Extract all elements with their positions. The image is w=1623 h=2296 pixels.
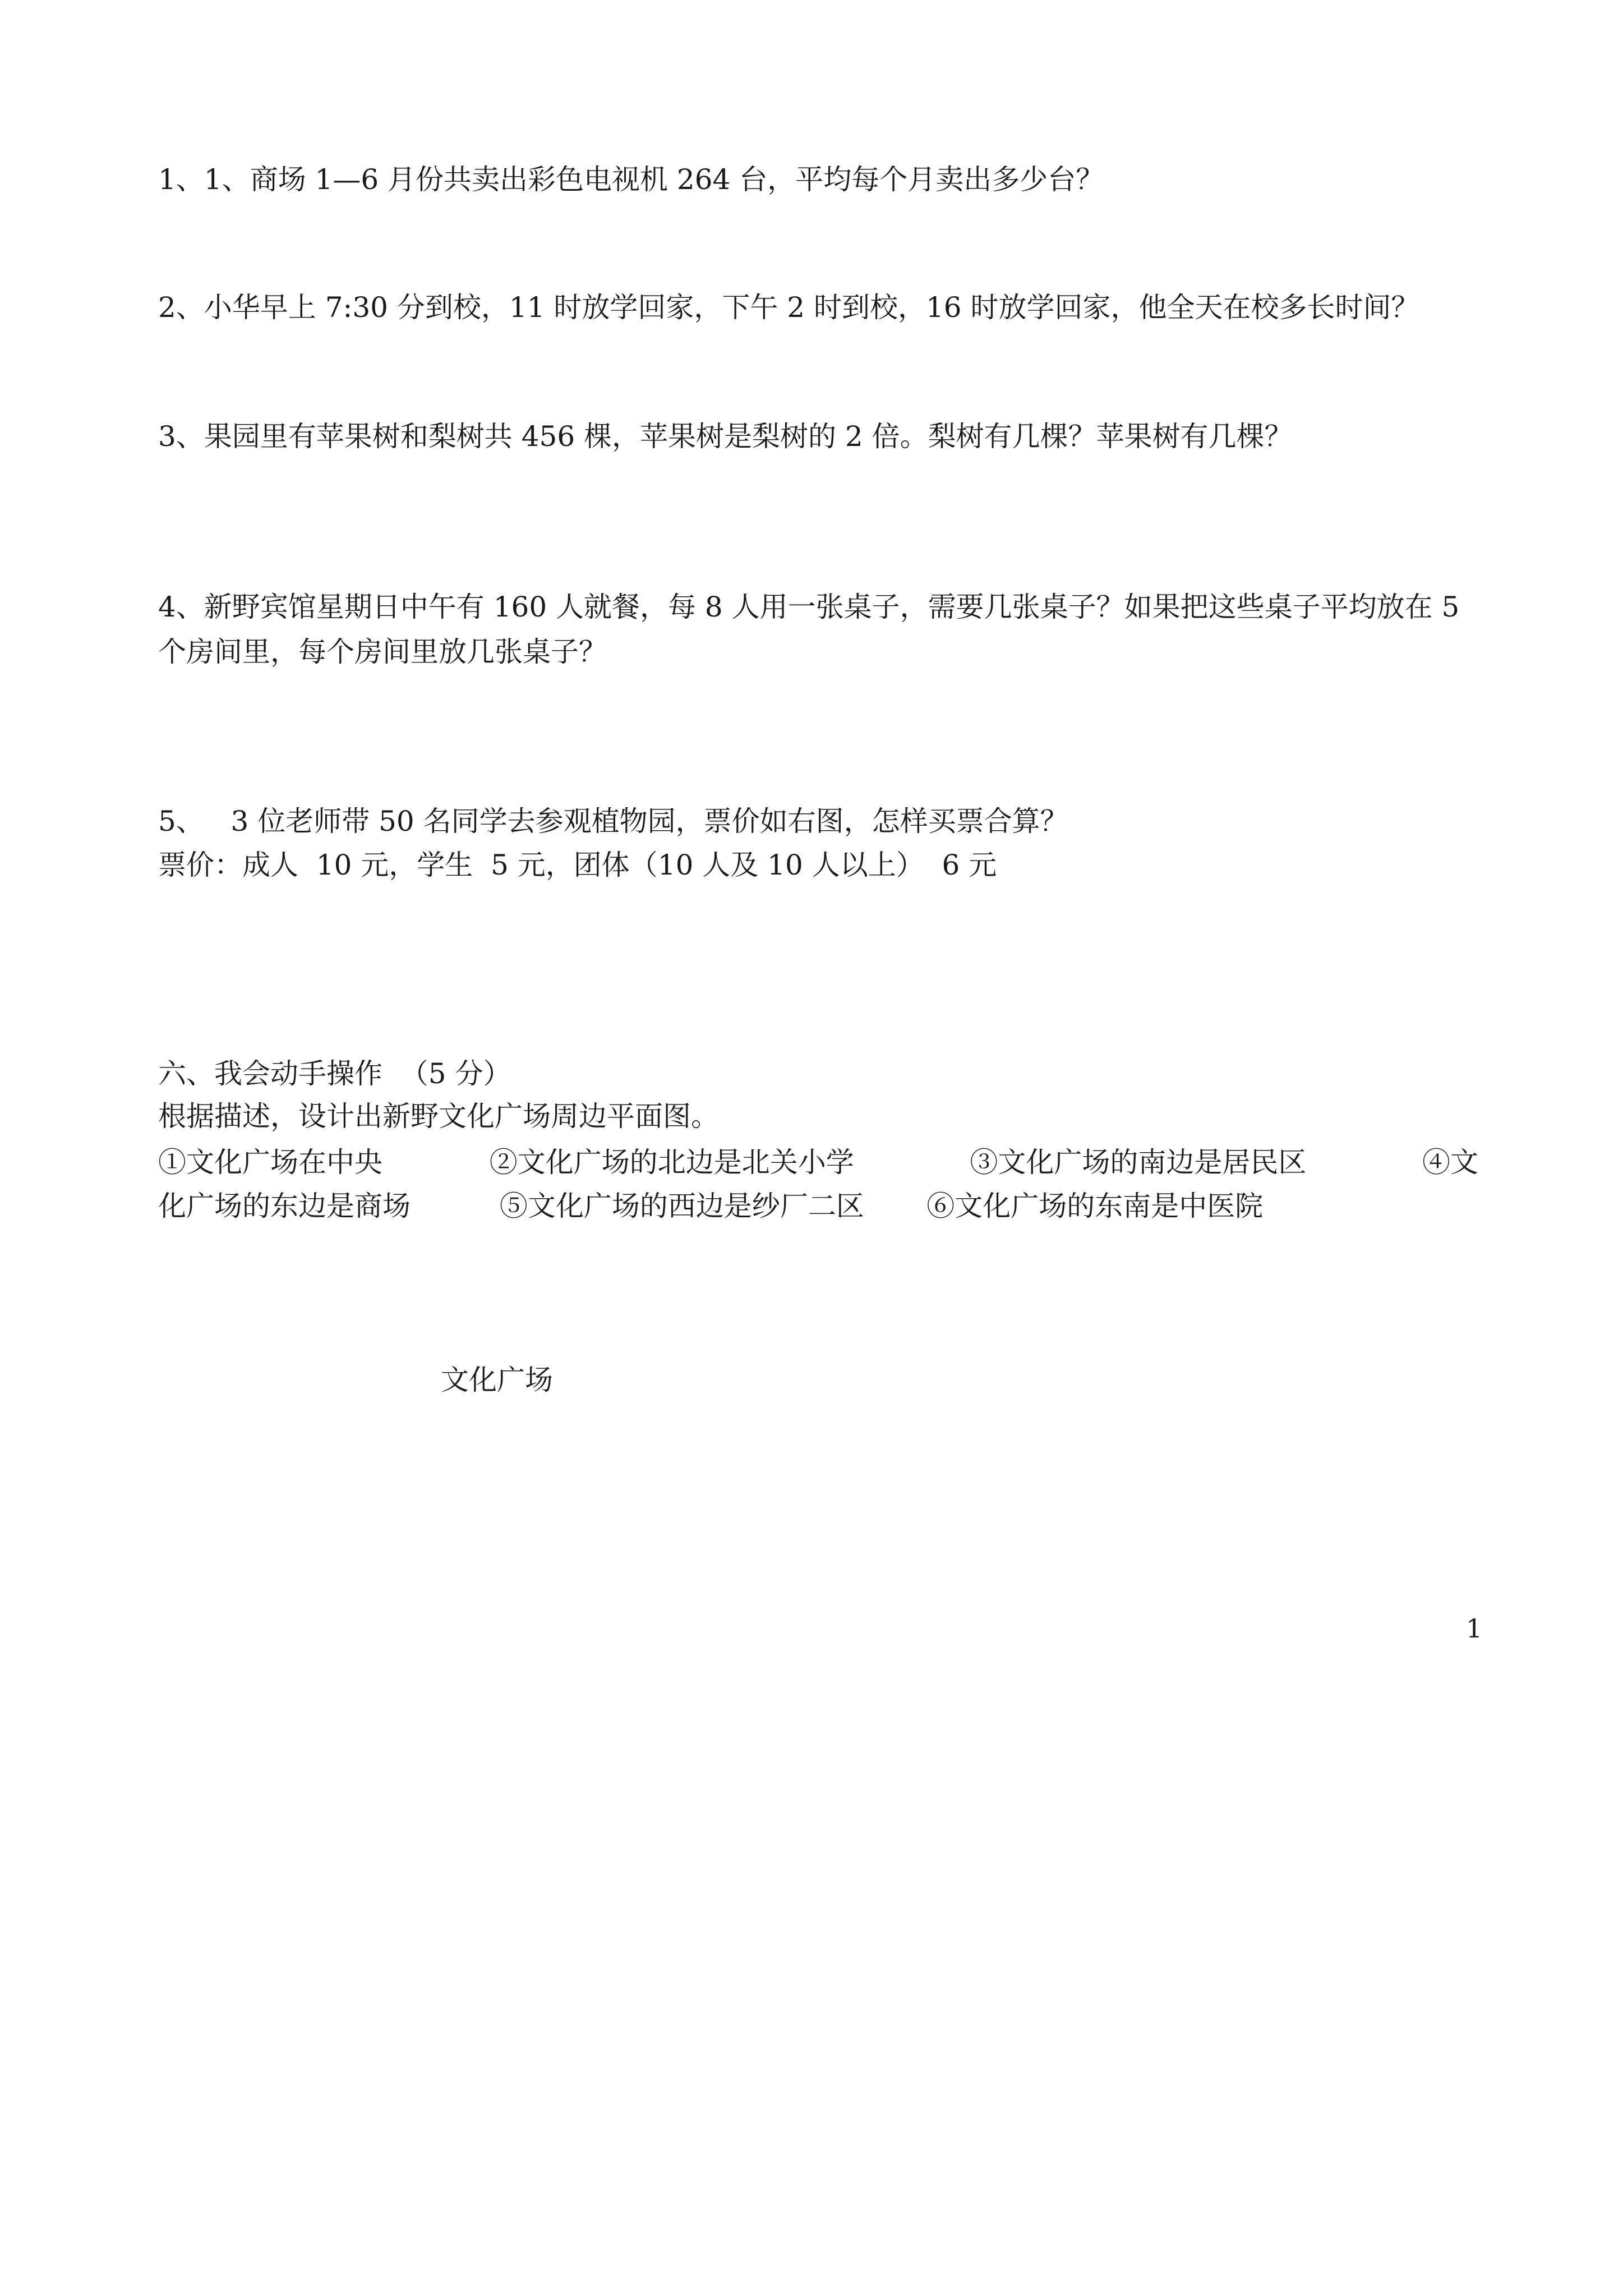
- problem-2: 2、小华早上 7:30 分到校，11 时放学回家，下午 2 时到校，16 时放学回家，他全天在校多长时间？: [158, 291, 1419, 324]
- problem-1: 1、1、商场 1—6 月份共卖出彩色电视机 264 台，平均每个月卖出多少台？: [158, 163, 1104, 196]
- problem-4-line-2: 个房间里，每个房间里放几张桌子？: [158, 636, 607, 668]
- problem-4-line-1: 4、新野宾馆星期日中午有 160 人就餐，每 8 人用一张桌子，需要几张桌子？如果把这些桌子平均放在 5: [158, 591, 1460, 623]
- ticket-prices: 票价：成人 10 元，学生 5 元，团体（10 人及 10 人以上） 6 元: [158, 849, 997, 881]
- clues-line-1: ①文化广场在中央 ②文化广场的北边是北关小学 ③文化广场的南边是居民区 ④文: [158, 1146, 1478, 1179]
- clues-line-2: 化广场的东边是商场 ⑤文化广场的西边是纱厂二区 ⑥文化广场的东南是中医院: [158, 1190, 1264, 1222]
- map-center-label: 文化广场: [441, 1364, 553, 1396]
- page-number: 1: [1466, 1613, 1483, 1644]
- problem-5: 5、 3 位老师带 50 名同学去参观植物园，票价如右图，怎样买票合算？: [158, 805, 1068, 838]
- section-six-instruction: 根据描述，设计出新野文化广场周边平面图。: [158, 1100, 719, 1133]
- problem-3: 3、果园里有苹果树和梨树共 456 棵，苹果树是梨树的 2 倍。梨树有几棵？苹果树有几棵？: [158, 420, 1293, 453]
- section-six-heading: 六、我会动手操作 （5 分）: [158, 1057, 511, 1090]
